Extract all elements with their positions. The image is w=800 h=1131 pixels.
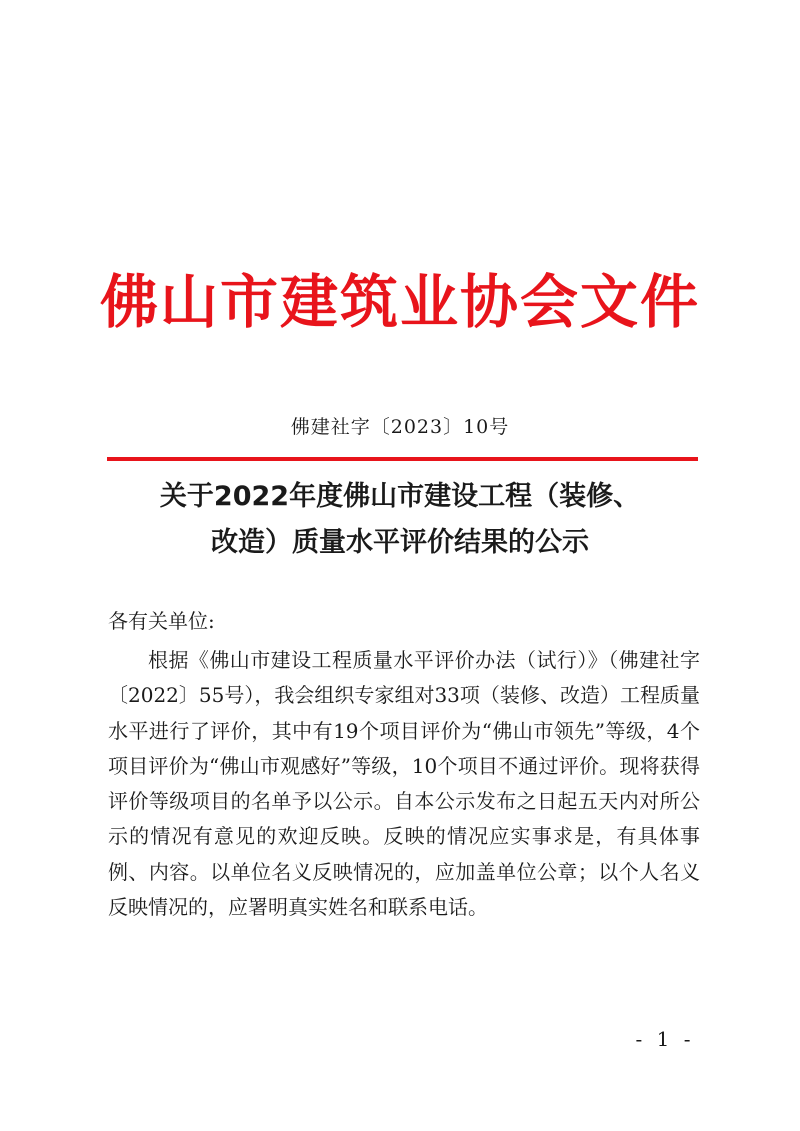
body-paragraph: 根据《佛山市建设工程质量水平评价办法（试行）》（佛建社字〔2022〕55号），我会组织专家组对33项（装修、改造）工程质量水平进行了评价，其中有19个项目评价为“佛山市领先”等级，4个项目评价为“佛山市观感好”等级，10个项目不通过评价。现将获得评价等级项目的名单予以公示。自本公示发布之日起五天内对所公示的情况有意见的欢迎反映。反映的情况应实事求是，有具体事例、内容。以单位名义反映情况的，应加盖单位公章；以个人名义反映情况的，应署明真实姓名和联系电话。 bbox=[108, 648, 700, 920]
masthead-title: 佛山市建筑业协会文件 bbox=[99, 268, 700, 336]
salutation: 各有关单位: bbox=[108, 609, 215, 633]
notice-title bbox=[100, 474, 700, 566]
red-divider-rule bbox=[107, 457, 698, 461]
notice-title-line-2: 改造）质量水平评价结果的公示 bbox=[211, 527, 589, 558]
page-number: - 1 - bbox=[635, 1027, 695, 1051]
document-number: 佛建社字〔2023〕10号 bbox=[290, 416, 510, 438]
notice-title-line-1: 关于2022年度佛山市建设工程（装修、 bbox=[159, 481, 641, 512]
